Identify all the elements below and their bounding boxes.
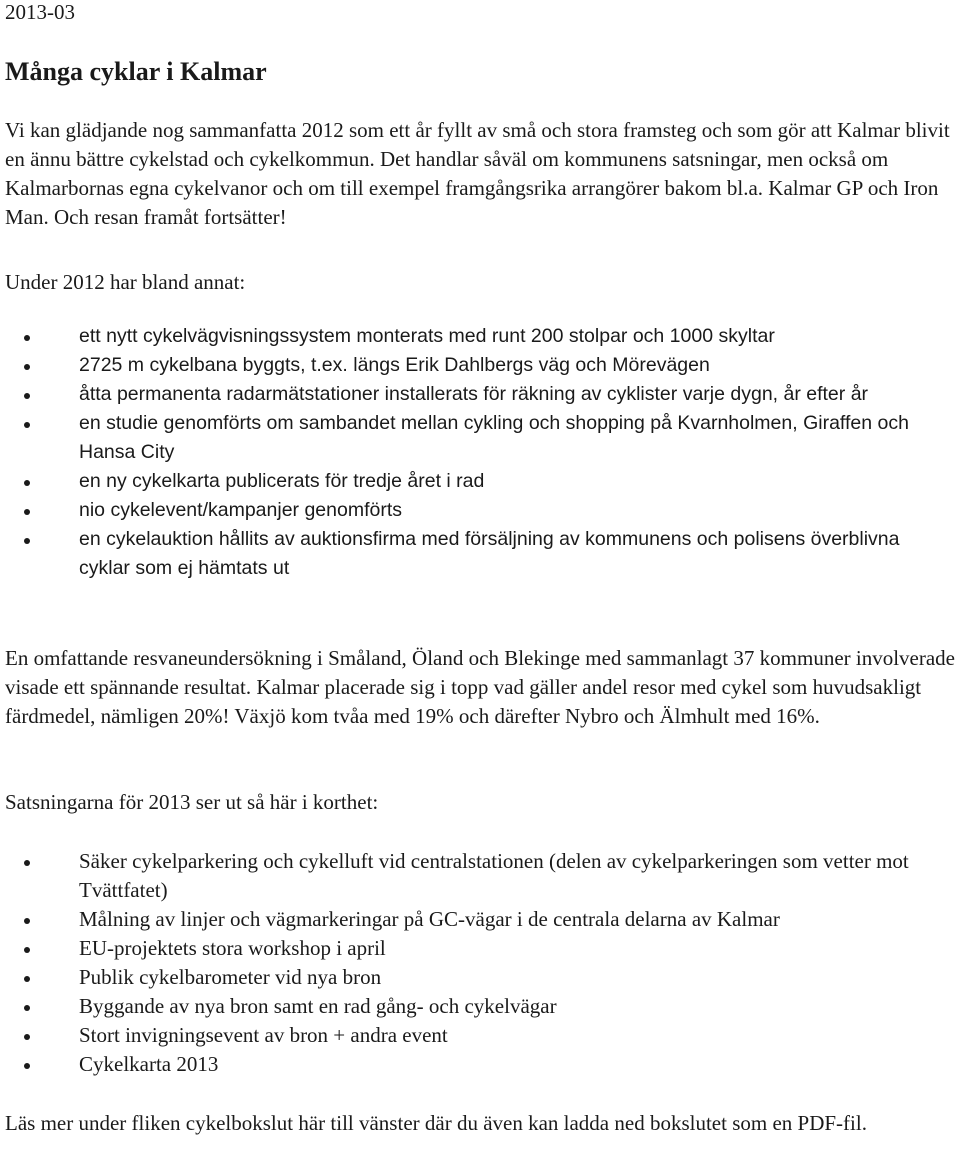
list-item-text: Byggande av nya bron samt en rad gång- och cykelvägar: [79, 994, 557, 1018]
bullet-icon: [24, 976, 30, 982]
list-item-text: Publik cykelbarometer vid nya bron: [79, 965, 382, 989]
bullet-icon: [24, 1063, 30, 1069]
intro-text: Vi kan glädjande nog sammanfatta 2012 som ett år fyllt av små och stora framsteg och som gör att Kalmar blivit en ännu bättre cykelstad och cykelkommun. Det handlar såväl om kommunens satsningar, men också om Kalmarbornas egna cykelvanor och om till exempel framgångsrika arrangörer bakom bl.a. Kalmar GP och Iron Man. Och resan framåt fortsätter!: [5, 118, 950, 229]
bullet-icon: [24, 393, 30, 399]
list-item: [0, 963, 950, 992]
list-item-text: Stort invigningsevent av bron + andra event: [79, 1023, 448, 1047]
list-item: [0, 409, 950, 467]
list-item: [0, 496, 950, 525]
list-item: [0, 847, 950, 905]
list-item: [0, 1021, 950, 1050]
list-item-text: Säker cykelparkering och cykelluft vid centralstationen (delen av cykelparkeringen som vetter mot Tvättfatet): [79, 849, 909, 902]
bullet-icon: [24, 860, 30, 866]
bullet-icon: [24, 335, 30, 341]
document-date: 2013-03: [5, 0, 75, 24]
document-title: Många cyklar i Kalmar: [5, 57, 267, 86]
list-item: [0, 351, 950, 380]
plans-2013-heading: Satsningarna för 2013 ser ut så här i korthet:: [5, 790, 379, 814]
list-item-text: 2725 m cykelbana byggts, t.ex. längs Erik Dahlbergs väg och Mörevägen: [79, 354, 710, 376]
bullet-icon: [24, 918, 30, 924]
list-item: [0, 525, 950, 583]
list-item-text: nio cykelevent/kampanjer genomförts: [79, 499, 402, 521]
list-item: [0, 905, 950, 934]
list-item-text: en studie genomförts om sambandet mellan cykling och shopping på Kvarnholmen, Giraffen och Hansa City: [79, 412, 909, 463]
list-item: [0, 1050, 950, 1079]
bullet-icon: [24, 1034, 30, 1040]
list-item: [0, 934, 950, 963]
list-item-text: ett nytt cykelvägvisningssystem monterats med runt 200 stolpar och 1000 skyltar: [79, 325, 775, 347]
achievements-heading: Under 2012 har bland annat:: [5, 270, 246, 294]
intro-paragraph: [5, 116, 955, 232]
list-item-text: EU-projektets stora workshop i april: [79, 936, 386, 960]
list-item: [0, 380, 950, 409]
bullet-icon: [24, 509, 30, 515]
list-item: [0, 992, 950, 1021]
list-item-text: Cykelkarta 2013: [79, 1052, 219, 1076]
list-item: [0, 322, 950, 351]
bullet-icon: [24, 364, 30, 370]
read-more-paragraph: Läs mer under fliken cykelbokslut här till vänster där du även kan ladda ned bokslutet som en PDF-fil.: [5, 1111, 867, 1135]
bullet-icon: [24, 1005, 30, 1011]
achievements-2012-list: [0, 322, 950, 583]
bullet-icon: [24, 422, 30, 428]
list-item-text: en cykelauktion hållits av auktionsfirma med försäljning av kommunens och polisens överblivna cyklar som ej hämtats ut: [79, 528, 900, 579]
bullet-icon: [24, 947, 30, 953]
plans-2013-list: [0, 847, 950, 1079]
list-item: [0, 467, 950, 496]
survey-paragraph: En omfattande resvaneundersökning i Småland, Öland och Blekinge med sammanlagt 37 kommuner involverade visade ett spännande resultat. Kalmar placerade sig i topp vad gäller andel resor med cykel som huvudsakligt färdmedel, nämligen 20%! Växjö kom tvåa med 19% och därefter Nybro och Älmhult med 16%.: [5, 646, 956, 728]
bullet-icon: [24, 538, 30, 544]
bullet-icon: [24, 480, 30, 486]
list-item-text: en ny cykelkarta publicerats för tredje året i rad: [79, 470, 485, 492]
list-item-text: Målning av linjer och vägmarkeringar på GC-vägar i de centrala delarna av Kalmar: [79, 907, 780, 931]
list-item-text: åtta permanenta radarmätstationer installerats för räkning av cyklister varje dygn, år efter år: [79, 383, 869, 405]
